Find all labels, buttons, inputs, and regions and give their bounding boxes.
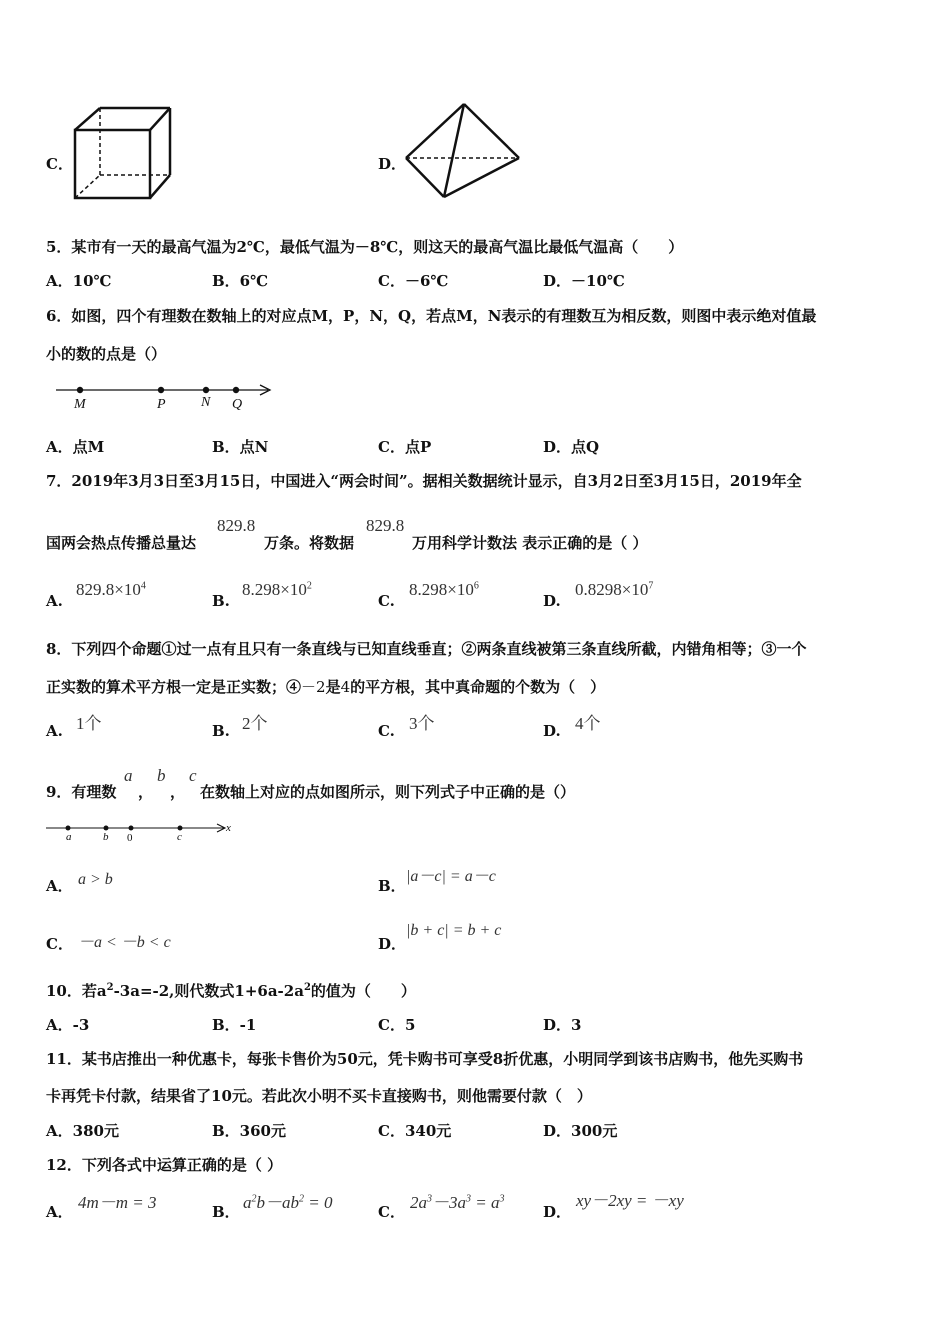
- q9-option-b-value[interactable]: |a－c| = a－c: [406, 868, 496, 885]
- q7-number-1: 829.8: [217, 516, 256, 535]
- q5-stem: 5．某市有一天的最高气温为2℃，最低气温为－8℃，则这天的最高气温比最低气温高（ ）: [46, 238, 684, 256]
- q9-option-a-value[interactable]: a > b: [78, 871, 113, 888]
- q6-number-line: [54, 380, 279, 416]
- q7-option-d-label[interactable]: D.: [543, 592, 561, 610]
- q12-stem: 12．下列各式中运算正确的是（ ）: [46, 1156, 283, 1174]
- q12-option-b-value[interactable]: $a^2b-ab^2 = 0$: [243, 1193, 333, 1212]
- q8-stem-line1: 8．下列四个命题①过一点有且只有一条直线与已知直线垂直；②两条直线被第三条直线所截，内错角相等；③一个: [46, 640, 807, 658]
- q7-stem-line1: 7．2019年3月3日至3月15日，中国进入“两会时间”。据相关数据统计显示，自3月2日至3月15日，2019年全: [46, 472, 802, 490]
- q9-axis-label-c: c: [177, 831, 182, 843]
- q10-option-b[interactable]: B．-1: [212, 1016, 257, 1034]
- q7-stem-part-c: 万用科学计数法 表示正确的是（ ）: [412, 534, 648, 552]
- q11-option-c[interactable]: C．340元: [378, 1122, 452, 1140]
- q8-option-a-value[interactable]: 1个: [76, 714, 102, 733]
- q7-option-c-value[interactable]: $8.298\times 10^6$: [409, 580, 479, 599]
- q8-option-c-value[interactable]: 3个: [409, 714, 435, 733]
- q4-option-c-label: C．: [46, 155, 73, 173]
- q9-option-d-value[interactable]: |b + c| = b + c: [406, 922, 502, 939]
- q9-option-c-label[interactable]: C．: [46, 935, 73, 953]
- q6-option-c[interactable]: C．点P: [378, 438, 432, 456]
- q11-option-b[interactable]: B．360元: [212, 1122, 286, 1140]
- q12-option-d-label[interactable]: D．: [543, 1203, 572, 1221]
- q11-option-a[interactable]: A．380元: [46, 1122, 119, 1140]
- q9-option-c-value[interactable]: －a < －b < c: [78, 934, 171, 951]
- q9-stem-part-a: 9．有理数: [46, 783, 117, 801]
- q9-number-line: [44, 820, 234, 846]
- q8-option-a-label[interactable]: A.: [46, 722, 63, 740]
- q7-option-a-value[interactable]: $829.8\times 10^4$: [76, 580, 146, 599]
- q12-option-d-value[interactable]: xy－2xy = －xy: [576, 1191, 684, 1210]
- q8-option-d-value[interactable]: 4个: [575, 714, 601, 733]
- q10-stem: 10．若$a^2-3a=-2$,则代数式$1+6a-2a^2$的值为（ ）: [46, 982, 416, 1000]
- q9-axis-label-zero: 0: [127, 832, 133, 844]
- q12-option-c-value[interactable]: $2a^3-3a^3 = a^3$: [410, 1193, 505, 1212]
- q6-option-b[interactable]: B．点N: [212, 438, 269, 456]
- q10-option-a[interactable]: A．-3: [46, 1016, 90, 1034]
- q6-axis-label-q: Q: [232, 397, 243, 412]
- q12-option-a-label[interactable]: A．: [46, 1203, 73, 1221]
- q6-axis-label-m: M: [74, 397, 86, 412]
- tetrahedron-figure: [404, 102, 522, 200]
- q6-option-a[interactable]: A．点M: [46, 438, 105, 456]
- cube-figure: [70, 105, 175, 200]
- q8-stem-line2: 正实数的算术平方根一定是正实数；④－2是4的平方根，其中真命题的个数为（ ）: [46, 678, 606, 696]
- q7-option-d-value[interactable]: $0.8298\times 10^7$: [575, 580, 654, 599]
- q7-option-b-label[interactable]: B.: [212, 592, 230, 610]
- q4-option-d-label: D．: [378, 155, 407, 173]
- q7-option-b-value[interactable]: $8.298\times 10^2$: [242, 580, 312, 599]
- q11-option-d[interactable]: D．300元: [543, 1122, 618, 1140]
- q11-stem-line2: 卡再凭卡付款，结果省了10元。若此次小明不买卡直接购书，则他需要付款（ ）: [46, 1087, 592, 1105]
- q10-option-d[interactable]: D．3: [543, 1016, 582, 1034]
- q9-axis-label-a: a: [66, 831, 72, 843]
- q8-option-c-label[interactable]: C.: [378, 722, 395, 740]
- q6-axis-label-n: N: [201, 395, 211, 410]
- q10-option-c[interactable]: C．5: [378, 1016, 416, 1034]
- q12-option-b-label[interactable]: B．: [212, 1203, 240, 1221]
- q9-axis-label-b: b: [103, 831, 109, 843]
- q9-option-b-label[interactable]: B．: [378, 877, 406, 895]
- q6-option-d[interactable]: D．点Q: [543, 438, 600, 456]
- q9-comma-2: ，: [170, 783, 186, 801]
- q8-option-b-label[interactable]: B.: [212, 722, 230, 740]
- q7-number-2: 829.8: [366, 516, 405, 535]
- q9-comma-1: ，: [138, 783, 154, 801]
- q9-var-a: a: [124, 766, 133, 785]
- q12-option-c-label[interactable]: C．: [378, 1203, 405, 1221]
- q6-stem-line1: 6．如图，四个有理数在数轴上的对应点M，P，N，Q，若点M，N表示的有理数互为相反数，则图中表示绝对值最: [46, 307, 817, 325]
- q5-option-a[interactable]: A．10℃: [46, 272, 112, 290]
- q9-stem-part-b: 在数轴上对应的点如图所示，则下列式子中正确的是（）: [200, 783, 576, 801]
- q8-option-d-label[interactable]: D.: [543, 722, 561, 740]
- q7-option-c-label[interactable]: C.: [378, 592, 395, 610]
- q5-option-d[interactable]: D．－10℃: [543, 272, 625, 290]
- q7-stem-part-a: 国两会热点传播总量达: [46, 534, 197, 552]
- q9-option-d-label[interactable]: D．: [378, 935, 407, 953]
- q6-axis-label-p: P: [157, 397, 166, 412]
- q12-option-a-value[interactable]: 4m－m = 3: [78, 1193, 157, 1212]
- q9-var-c: c: [189, 766, 197, 785]
- q6-stem-line2: 小的数的点是（）: [46, 345, 167, 363]
- q9-option-a-label[interactable]: A．: [46, 877, 73, 895]
- q9-var-b: b: [157, 766, 166, 785]
- q5-option-b[interactable]: B．6℃: [212, 272, 269, 290]
- q5-option-c[interactable]: C．－6℃: [378, 272, 449, 290]
- q11-stem-line1: 11．某书店推出一种优惠卡，每张卡售价为50元，凭卡购书可享受8折优惠，小明同学到该书店购书，他先买购书: [46, 1050, 804, 1068]
- q9-axis-label-x: x: [226, 822, 231, 834]
- q7-option-a-label[interactable]: A.: [46, 592, 63, 610]
- q7-stem-part-b: 万条。将数据: [264, 534, 355, 552]
- q8-option-b-value[interactable]: 2个: [242, 714, 268, 733]
